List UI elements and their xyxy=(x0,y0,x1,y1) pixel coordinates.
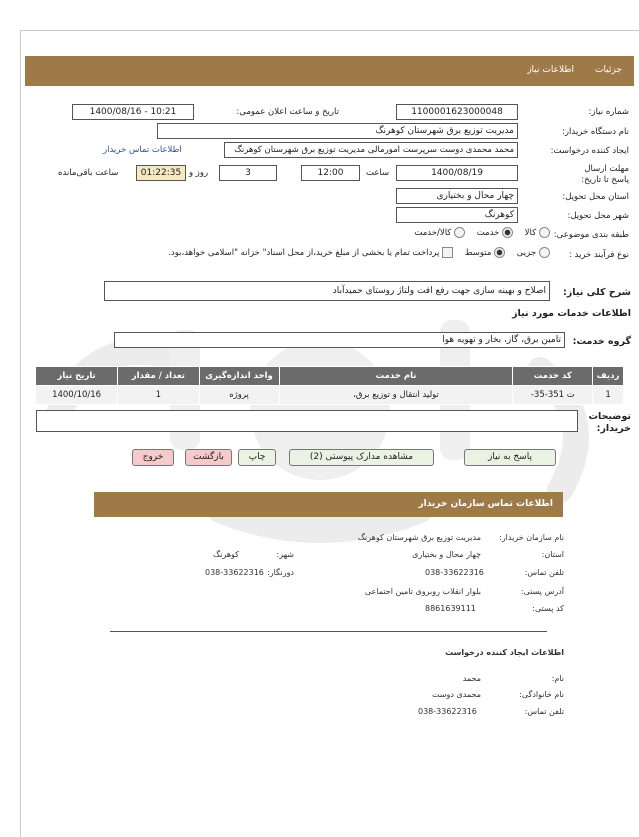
postal-value: 8861639111 xyxy=(425,604,476,613)
category-goods-service-label: کالا/خدمت xyxy=(414,228,452,238)
payment-note: پرداخت تمام یا بخشی از مبلغ خرید،از محل اسناد" خزانه "اسلامی خواهد،بود. xyxy=(168,248,440,258)
province-value: چهار محال و بختیاری xyxy=(396,188,518,204)
process-label: نوع فرآیند خرید : xyxy=(568,250,629,260)
creator-name-label: نام: xyxy=(551,674,564,683)
contact-fax-label: دورنگار: xyxy=(267,568,294,577)
back-button[interactable]: بازگشت xyxy=(185,449,232,466)
radio-goods[interactable] xyxy=(539,227,550,238)
deadline-time-label: ساعت xyxy=(366,168,390,178)
notes-label: توضیحات خریدار: xyxy=(588,411,631,434)
remaining-time: 01:22:35 xyxy=(136,165,186,181)
need-number-label: شماره نیاز: xyxy=(588,107,629,117)
service-group-value: تامین برق، گاز، بخار و تهویه هوا xyxy=(114,332,565,348)
announce-value: 1400/08/16 - 10:21 xyxy=(72,104,194,120)
category-service-label: خدمت xyxy=(476,228,500,238)
contact-city-value: کوهرنگ xyxy=(213,550,239,559)
col-code: کد خدمت xyxy=(513,367,593,386)
city-label: شهر محل تحویل: xyxy=(567,211,629,221)
category-goods-label: کالا xyxy=(524,228,537,238)
service-group-label: گروه خدمت: xyxy=(572,336,631,347)
items-table xyxy=(35,366,624,405)
payment-checkbox[interactable] xyxy=(442,247,453,258)
items-table-header xyxy=(36,367,624,386)
org-name-label: نام سازمان خریدار: xyxy=(499,533,564,542)
buyer-contact-link[interactable]: اطلاعات تماس خریدار xyxy=(103,145,182,155)
col-date: تاریخ نیاز xyxy=(36,367,118,386)
days-remaining: 3 xyxy=(219,165,277,181)
radio-goods-service[interactable] xyxy=(454,227,465,238)
contact-city-label: شهر: xyxy=(276,550,294,559)
city-value: کوهرنگ xyxy=(396,207,518,223)
contact-province-value: چهار محال و بختیاری xyxy=(412,550,481,559)
category-label: طبقه بندی موضوعی: xyxy=(553,230,629,240)
remaining-label: ساعت باقی‌مانده xyxy=(58,168,119,178)
radio-minor[interactable] xyxy=(539,247,550,258)
process-minor-label: جزیی xyxy=(516,248,537,258)
contact-title: اطلاعات تماس سازمان خریدار xyxy=(418,499,553,509)
cell-qty: 1 xyxy=(118,386,199,405)
print-button[interactable]: چاپ xyxy=(238,449,276,466)
table-row xyxy=(36,386,624,405)
creator-family-label: نام خانوادگی: xyxy=(519,690,564,699)
province-label: استان محل تحویل: xyxy=(562,192,629,202)
cell-name: تولید انتقال و توزیع برق، xyxy=(279,386,513,405)
deadline-date: 1400/08/19 xyxy=(396,165,518,181)
radio-medium[interactable] xyxy=(494,247,505,258)
creator-phone-label: تلفن تماس: xyxy=(524,707,564,716)
need-number-value: 1100001623000048 xyxy=(396,104,518,120)
deadline-label: مهلت ارسال پاسخ تا تاریخ: xyxy=(581,164,629,185)
contact-province-label: استان: xyxy=(541,550,564,559)
creator-value: محمد محمدی دوست سرپرست امورمالی مدیریت توزیع برق شهرستان کوهرنگ xyxy=(224,142,518,158)
creator-phone-value: 038-33622316 xyxy=(418,707,477,716)
creator-family-value: محمدی دوست xyxy=(431,690,481,699)
category-radios xyxy=(340,227,550,238)
col-unit: واحد اندازه‌گیری xyxy=(199,367,279,386)
org-name-value: مدیریت توزیع برق شهرستان کوهرنگ xyxy=(357,533,481,542)
process-radios xyxy=(55,247,550,258)
creator-name-value: محمد xyxy=(462,674,481,683)
creator-label: ایجاد کننده درخواست: xyxy=(550,146,629,156)
summary-value: اصلاح و بهینه سازی جهت رفع افت ولتاژ روستای حمیدآباد xyxy=(104,281,550,301)
buyer-org-value: مدیریت توزیع برق شهرستان کوهرنگ xyxy=(157,123,518,139)
deadline-time: 12:00 xyxy=(301,165,360,181)
contact-phone-value: 038-33622316 xyxy=(425,568,484,577)
process-medium-label: متوسط xyxy=(464,248,492,258)
cell-code: ت 351-35- xyxy=(513,386,593,405)
contact-section-bar xyxy=(94,492,563,517)
contact-divider xyxy=(110,631,547,632)
header-subtitle[interactable]: اطلاعات نیاز xyxy=(527,65,574,75)
radio-service[interactable] xyxy=(502,227,513,238)
reply-button[interactable]: پاسخ به نیاز xyxy=(464,449,556,466)
header-title[interactable]: جزئیات xyxy=(595,65,622,75)
address-label: آدرس پستی: xyxy=(520,587,564,596)
postal-label: کد پستی: xyxy=(532,604,564,613)
exit-button[interactable]: خروج xyxy=(132,449,174,466)
cell-unit: پروژه xyxy=(199,386,279,405)
buyer-org-label: نام دستگاه خریدار: xyxy=(562,127,629,137)
cell-row: 1 xyxy=(593,386,624,405)
top-bar xyxy=(25,56,634,86)
address-value: بلوار انقلاب روبروی تامین اجتماعی xyxy=(364,587,481,596)
announce-label: تاریخ و ساعت اعلان عمومی: xyxy=(236,107,339,117)
notes-box xyxy=(36,410,578,432)
creator-info-title: اطلاعات ایجاد کننده درخواست xyxy=(445,648,564,657)
col-name: نام خدمت xyxy=(279,367,513,386)
services-title: اطلاعات خدمات مورد نیاز xyxy=(512,308,631,319)
days-label: روز و xyxy=(189,168,209,178)
contact-phone-label: تلفن تماس: xyxy=(524,568,564,577)
cell-date: 1400/10/16 xyxy=(36,386,118,405)
summary-label: شرح کلی نیاز: xyxy=(562,287,631,298)
attachments-button[interactable]: مشاهده مدارک پیوستی (2) xyxy=(289,449,434,466)
col-qty: تعداد / مقدار xyxy=(118,367,199,386)
col-row: ردیف xyxy=(593,367,624,386)
contact-fax-value: 038-33622316 xyxy=(205,568,264,577)
